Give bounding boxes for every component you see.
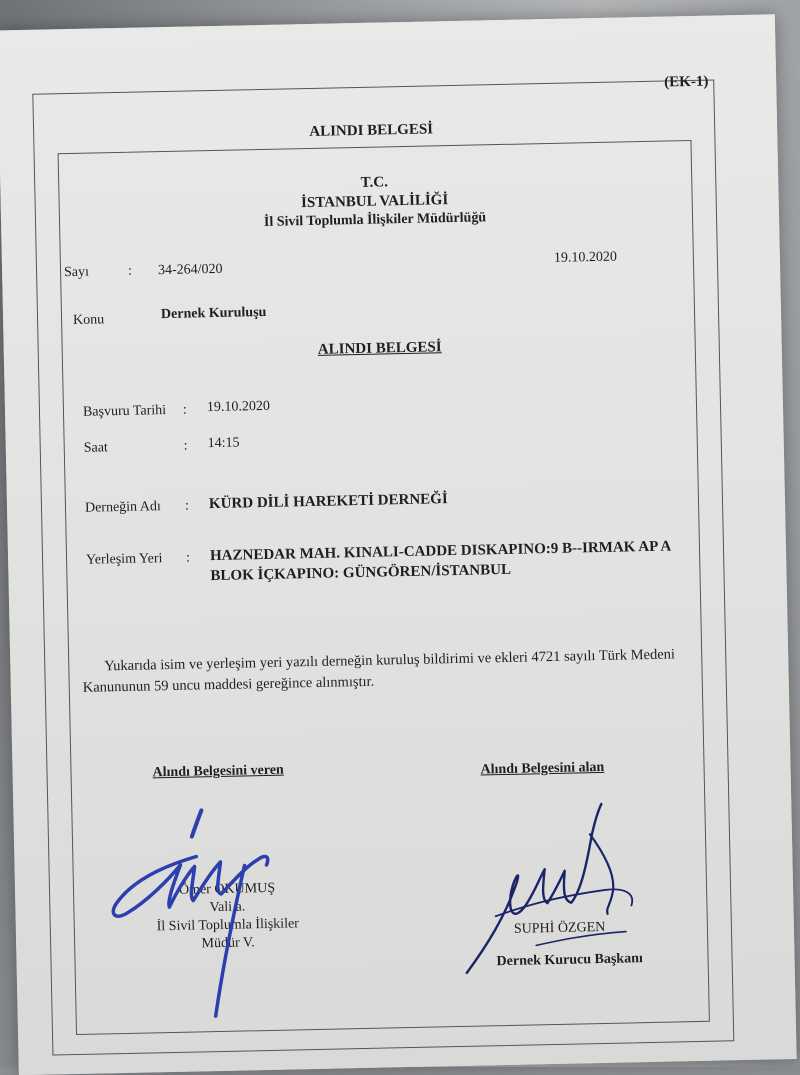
authority-tc: T.C. [360,174,389,191]
yerlesim-label: Yerleşim Yeri [85,551,163,568]
giver-title-3: Müdür V. [201,935,255,952]
giver-title-2: İl Sivil Toplumla İlişkiler [156,916,300,935]
authority-governorship: İSTANBUL VALİLİĞİ [300,192,449,212]
saat-value: 14:15 [207,435,240,452]
receiver-name: SUPHİ ÖZGEN [513,919,606,937]
giver-heading: Alındı Belgesini veren [152,762,284,781]
sayi-separator: : [127,263,133,279]
authority-directorate: İl Sivil Toplumla İlişkiler Müdürlüğü [263,210,487,230]
konu-label: Konu [72,312,105,328]
sayi-value: 34-264/020 [157,261,223,279]
inner-title: ALINDI BELGESİ [317,339,442,358]
yerlesim-value-line1: HAZNEDAR MAH. KINALI-CADDE DISKAPINO:9 B--IRMAK AP A [209,538,672,565]
receiver-title: Dernek Kurucu Başkanı [496,951,643,970]
yerlesim-separator: : [185,550,191,566]
giver-title-1: Vali a. [209,899,246,916]
giver-name: Ömer OKUMUŞ [178,880,276,898]
yerlesim-value-line2: BLOK İÇKAPINO: GÜNGÖREN/İSTANBUL [210,561,512,585]
declaration-paragraph: Yukarıda isim ve yerleşim yeri yazılı derneğin kuruluş bildirimi ve ekleri 4721 sayılı Türk Medeni Kanununun 59 uncu maddesi gereğince alınmıştır. [82,646,676,696]
konu-value: Dernek Kuruluşu [160,304,267,323]
basvuru-separator: : [182,402,188,418]
receiver-heading: Alındı Belgesini alan [480,759,605,778]
basvuru-value: 19.10.2020 [206,398,271,416]
dernek-adi-value: KÜRD DİLİ HAREKETİ DERNEĞİ [208,491,448,513]
sayi-label: Sayı [63,264,90,281]
saat-separator: : [183,438,188,454]
annex-label: (EK-1) [664,73,709,91]
dernek-adi-separator: : [184,498,190,514]
document-date: 19.10.2020 [553,249,618,266]
inner-border [58,140,710,1035]
saat-label: Saat [83,440,109,456]
basvuru-label: Başvuru Tarihi [82,403,167,420]
document-header-title: ALINDI BELGESİ [309,121,434,140]
document-page [0,14,797,1075]
dernek-adi-label: Derneğin Adı [84,499,161,516]
